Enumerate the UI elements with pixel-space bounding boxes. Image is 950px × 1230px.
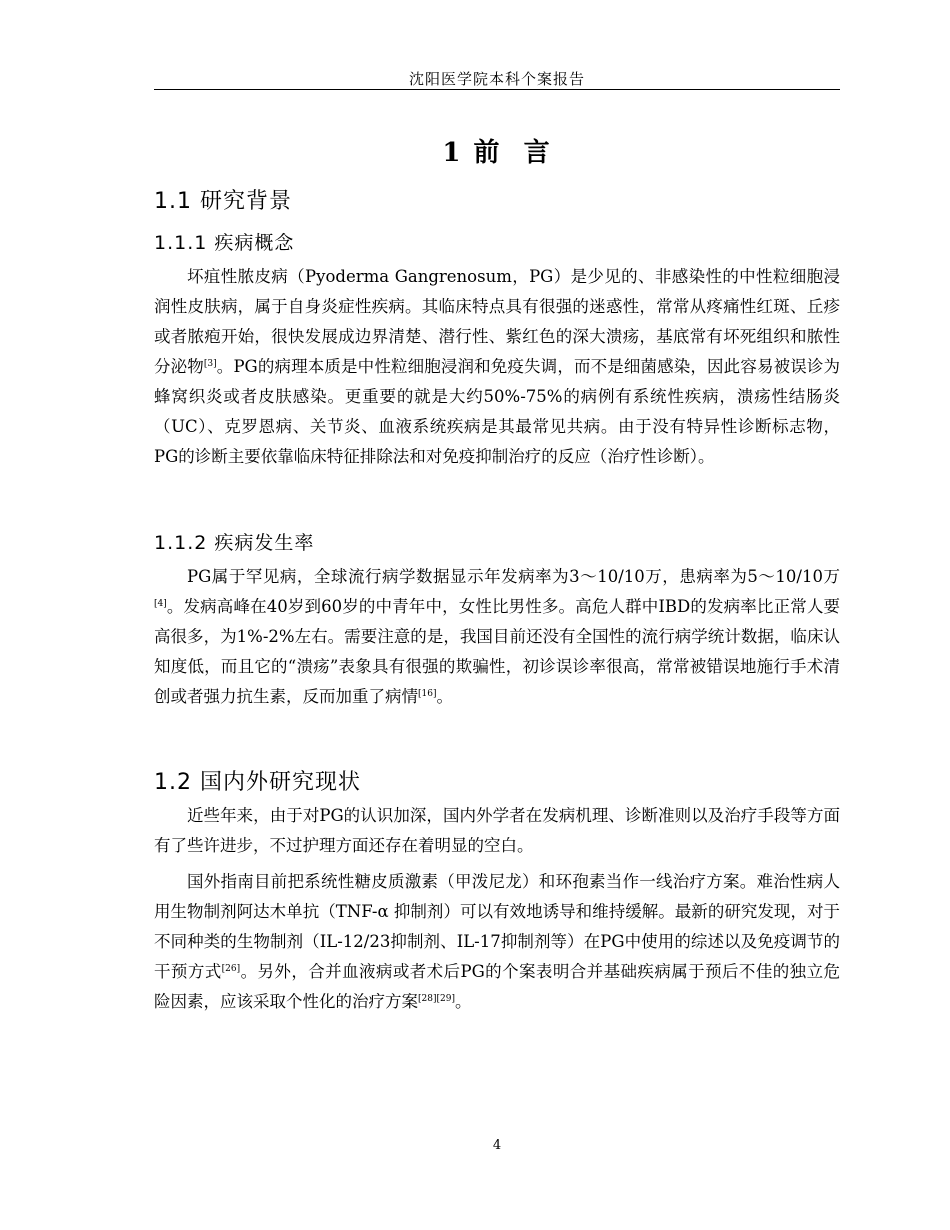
citation-ref: [4] [154,599,167,609]
section-heading-1-1-2: 1.1.2 疾病发生率 [154,532,315,554]
chapter-title: 1 前 言 [442,138,552,168]
paragraph-text: 国外指南目前把系统性糖皮质激素（甲泼尼龙）和环孢素当作一线治疗方案。难治性病人用生物制剂阿达木单抗（TNF-α 抑制剂）可以有效地诱导和维持缓解。最新的研究发现，对于不同种类的生物制剂（IL-12/23抑制剂、IL-17抑制剂等）在PG中使用的综述以及免疫调节的干预方式 [154,872,840,981]
citation-ref: [3] [203,359,217,369]
paragraph-text: 。PG的病理本质是中性粒细胞浸润和免疫失调，而不是细菌感染，因此容易被误诊为蜂窝织炎或者皮肤感染。更重要的就是大约50%-75%的病例有系统性疾病，溃疡性结肠炎（UC）、克罗恩病、关节炎、血液系统疾病是其最常见共病。由于没有特异性诊断标志物，PG的诊断主要依靠临床特征排除法和对免疫抑制治疗的反应（治疗性诊断）。 [154,357,840,466]
section-heading-1-1: 1.1 研究背景 [154,189,292,214]
paragraph-research-status-1: 近些年来，由于对PG的认识加深，国内外学者在发病机理、诊断准则以及治疗手段等方面有了些许进步，不过护理方面还存在着明显的空白。 [154,806,840,855]
paragraph-text: PG属于罕见病，全球流行病学数据显示年发病率为3～10/10万，患病率为5～10/10万 [187,567,840,586]
page-number: 4 [492,1138,502,1153]
section-heading-1-2: 1.2 国内外研究现状 [154,770,361,795]
citation-ref: [26] [221,964,241,974]
paragraph-research-status-2 [154,867,840,1017]
paragraph-text: 坏疽性脓皮病（Pyoderma Gangrenosum，PG）是少见的、非感染性的中性粒细胞浸润性皮肤病，属于自身炎症性疾病。其临床特点具有很强的迷惑性，常常从疼痛性红斑、丘疹或者脓疱开始，很快发展成边界清楚、潜行性、紫红色的深大溃疡，基底常有坏死组织和脓性分泌物 [154,267,840,376]
paragraph-incidence [154,562,840,712]
citation-ref: [16] [418,689,437,699]
paragraph-disease-concept [154,262,840,472]
citation-ref: [28] [418,994,437,1004]
paragraph-text: 。 [454,992,472,1011]
citation-ref: [29] [436,994,455,1004]
section-heading-1-1-1: 1.1.1 疾病概念 [154,232,295,254]
paragraph-text: 。发病高峰在40岁到60岁的中青年中，女性比男性多。高危人群中IBD的发病率比正常人要高很多，为1%-2%左右。需要注意的是，我国目前还没有全国性的流行病学统计数据，临床认知度低，而且它的“溃疡”表象具有很强的欺骗性，初诊误诊率很高，常常被错误地施行手术清创或者强力抗生素，反而加重了病情 [154,597,840,706]
paragraph-text: 。另外，合并血液病或者术后PG的个案表明合并基础疾病属于预后不佳的独立危险因素，应该采取个性化的治疗方案 [154,962,840,1011]
header-rule [154,89,840,90]
paragraph-text: 。 [436,687,453,706]
running-header: 沈阳医学院本科个案报告 [408,70,585,88]
